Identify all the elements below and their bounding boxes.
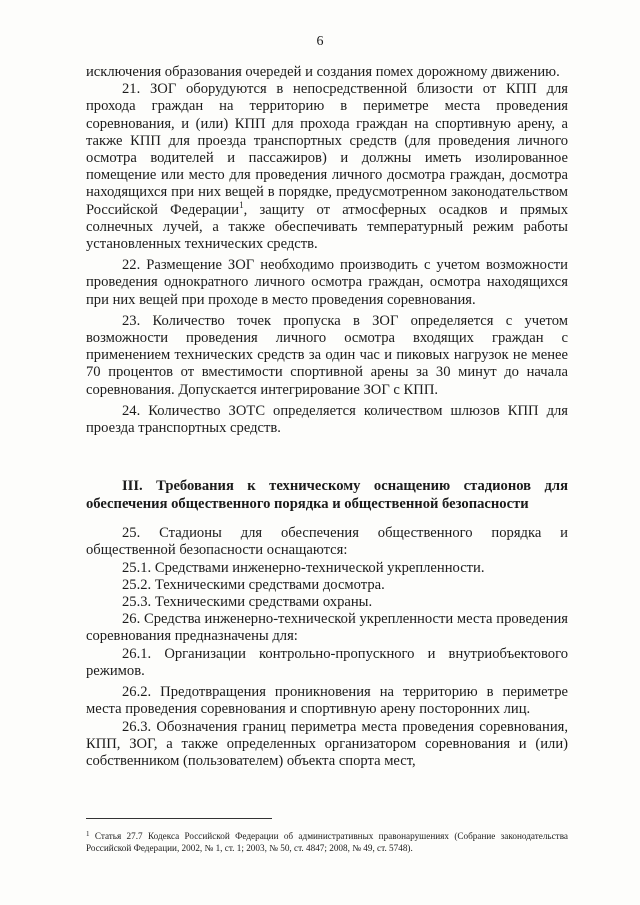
footnote	[86, 830, 568, 854]
paragraph-21-tail: , защиту от атмосферных осадков и прямых солнечных лучей, а также обеспечивать температурный режим работы установленных технических средств.	[86, 201, 568, 253]
paragraph-25-2: 25.2. Техническими средствами досмотра.	[122, 576, 385, 593]
paragraph-22: 22. Размещение ЗОГ необходимо производить с учетом возможности проведения однократного личного осмотра граждан, осмотра находящихся при них вещей при проходе в место проведения соревнования.	[86, 257, 568, 308]
paragraph-26-2: 26.2. Предотвращения проникновения на территорию в периметре места проведения соревнования и спортивную арену посторонних лиц.	[86, 684, 568, 718]
footnote-text: Статья 27.7 Кодекса Российской Федерации об административных правонарушениях (Собрание законодательства Российской Федерации, 2002, № 1, ст. 1; 2003, № 50, ст. 4847; 2008, № 49, ст. 5748).	[86, 831, 568, 853]
paragraph-25-3: 25.3. Техническими средствами охраны.	[122, 594, 373, 611]
paragraph-24: 24. Количество ЗОТС определяется количеством шлюзов КПП для проезда транспортных средств.	[86, 402, 568, 437]
paragraph-23: 23. Количество точек пропуска в ЗОГ определяется с учетом возможности проведения личного осмотра входящих граждан с применением технических средств за один час и пиковых нагрузок не менее 70 процентов от вместимости спортивной арены за 30 минут до начала соревнования. Допускается интегрирование ЗОГ с КПП.	[86, 312, 568, 398]
paragraph-26: 26. Средства инженерно-технической укрепленности места проведения соревнования предназначены для:	[86, 611, 568, 645]
page-number: 6	[316, 34, 324, 49]
footnote-reference[interactable]: 1	[239, 199, 244, 210]
section-heading: III. Требования к техническому оснащению стадионов для обеспечения общественного порядка и общественной безопасности	[86, 478, 568, 513]
paragraph-25-1: 25.1. Средствами инженерно-технической укрепленности.	[122, 559, 485, 576]
paragraph-26-3: 26.3. Обозначения границ периметра места проведения соревнования, КПП, ЗОГ, а также определенных организатором соревнования и (или) собственником (пользователем) объекта спорта мест,	[86, 718, 568, 769]
paragraph-21-text: 21. ЗОГ оборудуются в непосредственной близости от КПП для прохода граждан на территорию в периметре места проведения соревнования, и (или) КПП для прохода граждан на спортивную арену, а также КПП для проезда транспортных средств (для проведения личного осмотра водителей и пассажиров) и должны иметь изолированное помещение или место для проведения личного досмотра граждан, досмотра находящихся при них вещей в порядке, предусмотренном законодательством Российской Федерации	[86, 81, 568, 218]
document-body	[86, 64, 568, 770]
paragraph-25: 25. Стадионы для обеспечения общественного порядка и общественной безопасности оснащаются:	[86, 525, 568, 559]
footnote-divider	[86, 818, 272, 819]
paragraph-continuation: исключения образования очередей и создания помех дорожному движению.	[86, 64, 560, 80]
paragraph-26-1: 26.1. Организации контрольно-пропускного и внутриобъектового режимов.	[86, 645, 568, 679]
footnote-marker: 1	[86, 830, 90, 838]
paragraph-21	[86, 81, 568, 253]
